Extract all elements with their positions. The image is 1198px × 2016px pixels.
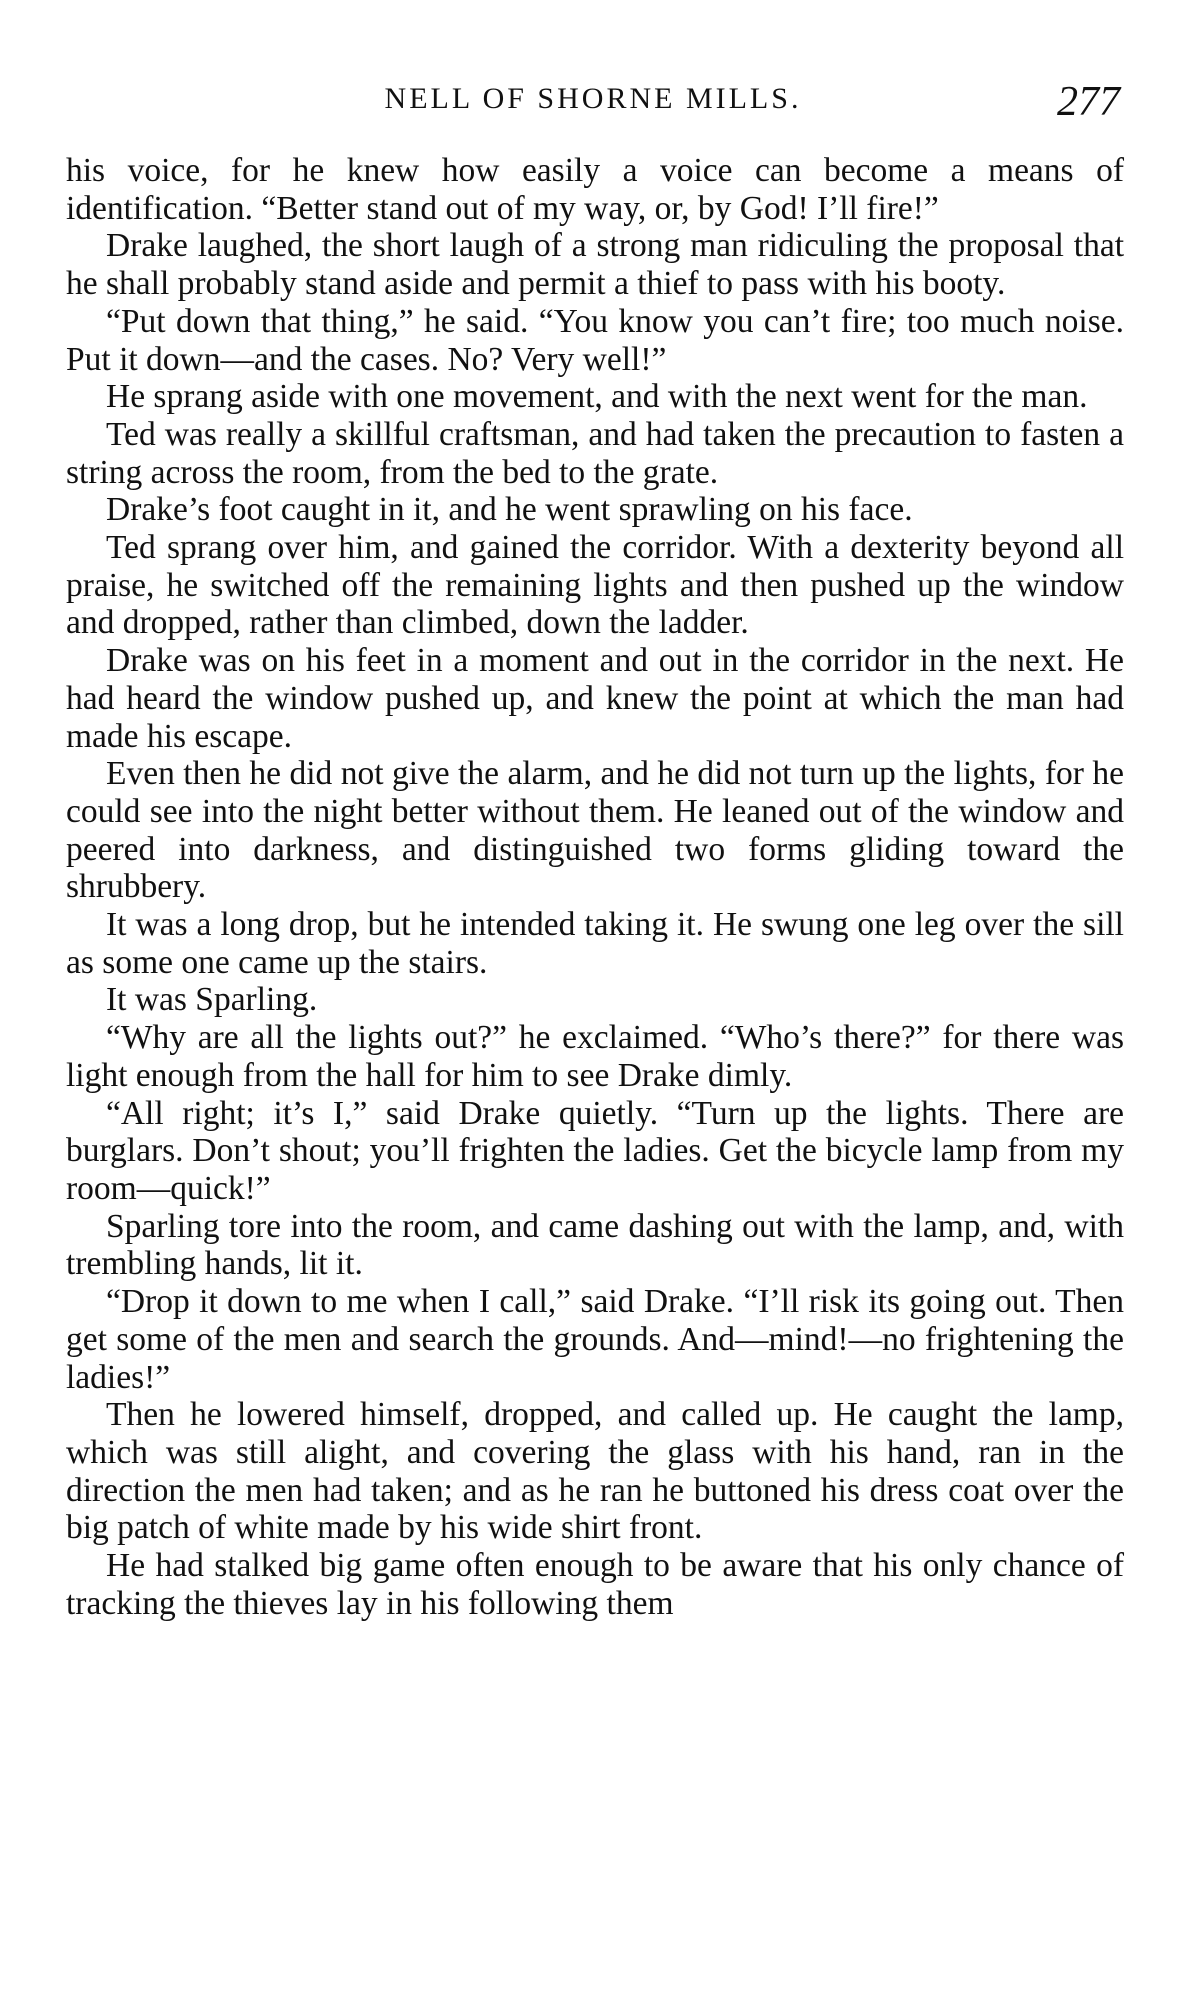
paragraph: Drake’s foot caught in it, and he went sprawling on his face. xyxy=(106,491,913,529)
paragraph: Sparling tore into the room, and came dashing out with the lamp, and, with trembling hands, lit it. xyxy=(66,1207,1124,1283)
page-number: 277 xyxy=(1057,79,1120,125)
paragraph: “Put down that thing,” he said. “You know you can’t fire; too much noise. Put it down—and the cases. No? Very well!” xyxy=(66,302,1124,378)
paragraph: “Drop it down to me when I call,” said Drake. “I’ll risk its going out. Then get some of the men and search the grounds. And—mind!—no frightening the ladies!” xyxy=(66,1283,1124,1396)
paragraph: “All right; it’s I,” said Drake quietly. “Turn up the lights. There are burglars. Don’t shout; you’ll frighten the ladies. Get the bicycle lamp from my room—quick!” xyxy=(66,1094,1124,1207)
paragraph: Then he lowered himself, dropped, and called up. He caught the lamp, which was still alight, and covering the glass with his hand, ran in the direction the men had taken; and as he ran he buttoned his dress coat over the big patch of white made by his wide shirt front. xyxy=(66,1396,1124,1547)
paragraph: Drake was on his feet in a moment and out in the corridor in the next. He had heard the window pushed up, and knew the point at which the man had made his escape. xyxy=(66,642,1124,755)
paragraph: Ted was really a skillful craftsman, and had taken the precaution to fasten a string across the room, from the bed to the grate. xyxy=(66,415,1124,491)
paragraph: He had stalked big game often enough to be aware that his only chance of tracking the thieves lay in his following them xyxy=(66,1547,1124,1622)
paragraph: He sprang aside with one movement, and with the next went for the man. xyxy=(106,378,1088,416)
paragraph: “Why are all the lights out?” he exclaimed. “Who’s there?” for there was light enough from the hall for him to see Drake dimly. xyxy=(66,1019,1124,1094)
paragraph: It was Sparling. xyxy=(106,981,318,1019)
paragraph: his voice, for he knew how easily a voice can become a means of identification. “Better stand out of my way, or, by God! I’ll fire!” xyxy=(66,152,1124,227)
page-header xyxy=(66,79,1120,130)
page-text xyxy=(66,152,1124,1622)
running-title: NELL OF SHORNE MILLS. xyxy=(384,82,802,115)
paragraph: It was a long drop, but he intended taking it. He swung one leg over the sill as some one came up the stairs. xyxy=(66,906,1124,981)
paragraph: Drake laughed, the short laugh of a strong man ridiculing the proposal that he shall probably stand aside and permit a thief to pass with his booty. xyxy=(66,227,1124,303)
paragraph: Even then he did not give the alarm, and he did not turn up the lights, for he could see into the night better without them. He leaned out of the window and peered into darkness, and distinguished two forms gliding toward the shrubbery. xyxy=(66,755,1124,906)
paragraph: Ted sprang over him, and gained the corridor. With a dexterity beyond all praise, he switched off the remaining lights and then pushed up the window and dropped, rather than climbed, down the ladder. xyxy=(66,529,1124,642)
